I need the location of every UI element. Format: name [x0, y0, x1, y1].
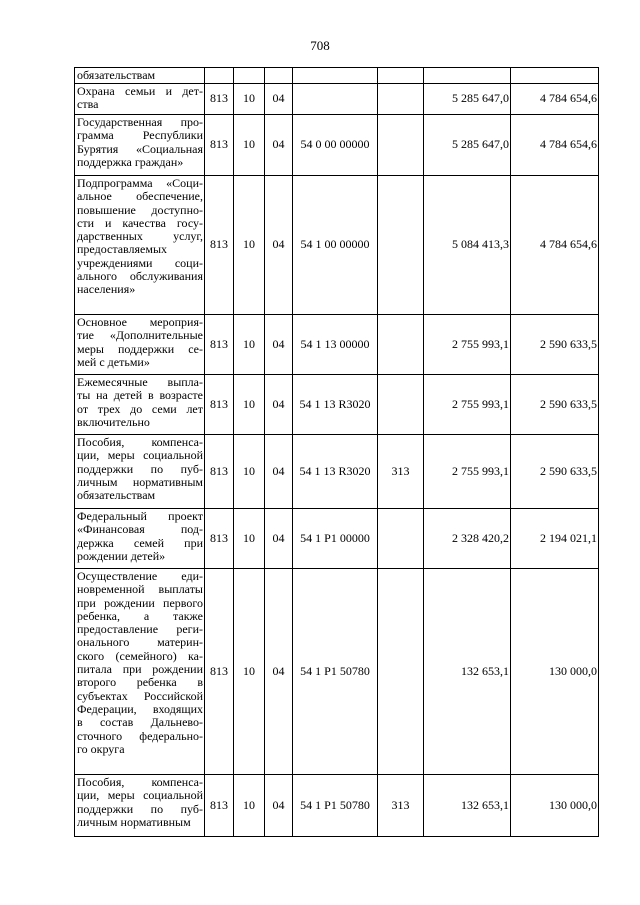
cell-name: Подпрограмма «Соци- альное обеспечение, повышение доступно- сти и качества госу- дарственных услуг, предоставляемых учреждениями соци- ального обслуживания населения» [75, 176, 205, 315]
cell-amount-year-2: 4 784 654,6 [511, 84, 599, 115]
cell-ved: 813 [205, 435, 234, 509]
cell-name: Пособия, компенса- ции, меры социальной поддержки по пуб- личным нормативным [75, 775, 205, 837]
cell-subsection: 04 [265, 569, 293, 775]
cell-expense-type [378, 569, 424, 775]
cell-target-article: 54 1 13 R3020 [293, 375, 378, 435]
cell-subsection: 04 [265, 509, 293, 569]
cell-subsection: 04 [265, 176, 293, 315]
table-row [75, 115, 599, 176]
cell-expense-type [378, 375, 424, 435]
cell-target-article [293, 84, 378, 115]
cell-section: 10 [234, 176, 265, 315]
cell-ved: 813 [205, 569, 234, 775]
cell-expense-type [378, 315, 424, 375]
cell-name: Федеральный проект «Финансовая под- держка семей при рождении детей» [75, 509, 205, 569]
cell-amount-year-1: 132 653,1 [424, 775, 511, 837]
table-row [75, 775, 599, 837]
cell-amount-year-1: 5 285 647,0 [424, 84, 511, 115]
cell-name: Осуществление еди- новременной выплаты при рождении первого ребенка, а также предоставление реги- онального материн- ского (семейного) ка- питала при рождении второго ребенка в субъектах Российской Федерации, входящих в состав Дальнево- сточного федерально- го округа [75, 569, 205, 775]
cell-expense-type [378, 68, 424, 84]
cell-target-article: 54 1 00 00000 [293, 176, 378, 315]
cell-amount-year-2: 2 590 633,5 [511, 375, 599, 435]
cell-amount-year-2 [511, 68, 599, 84]
cell-target-article: 54 1 P1 50780 [293, 775, 378, 837]
cell-name: Ежемесячные выпла- ты на детей в возрасте от трех до семи лет включительно [75, 375, 205, 435]
cell-amount-year-1: 2 755 993,1 [424, 315, 511, 375]
cell-expense-type [378, 509, 424, 569]
cell-section [234, 68, 265, 84]
cell-name: Государственная про- грамма Республики Бурятия «Социальная поддержка граждан» [75, 115, 205, 176]
cell-amount-year-1: 2 755 993,1 [424, 375, 511, 435]
page-number: 708 [310, 38, 330, 53]
cell-target-article: 54 1 P1 00000 [293, 509, 378, 569]
cell-subsection: 04 [265, 315, 293, 375]
cell-section: 10 [234, 435, 265, 509]
cell-expense-type: 313 [378, 435, 424, 509]
cell-amount-year-2: 2 194 021,1 [511, 509, 599, 569]
cell-ved: 813 [205, 509, 234, 569]
cell-amount-year-2: 4 784 654,6 [511, 115, 599, 176]
cell-subsection: 04 [265, 375, 293, 435]
cell-ved: 813 [205, 176, 234, 315]
cell-target-article: 54 1 13 00000 [293, 315, 378, 375]
cell-subsection: 04 [265, 435, 293, 509]
cell-amount-year-1: 5 285 647,0 [424, 115, 511, 176]
cell-section: 10 [234, 775, 265, 837]
cell-expense-type [378, 176, 424, 315]
cell-ved: 813 [205, 84, 234, 115]
cell-target-article: 54 1 P1 50780 [293, 569, 378, 775]
cell-ved: 813 [205, 375, 234, 435]
cell-section: 10 [234, 315, 265, 375]
table-row [75, 84, 599, 115]
cell-amount-year-1: 5 084 413,3 [424, 176, 511, 315]
cell-amount-year-1: 132 653,1 [424, 569, 511, 775]
cell-subsection: 04 [265, 84, 293, 115]
cell-section: 10 [234, 509, 265, 569]
cell-section: 10 [234, 84, 265, 115]
cell-subsection: 04 [265, 775, 293, 837]
cell-name: обязательствам [75, 68, 205, 84]
cell-section: 10 [234, 115, 265, 176]
cell-target-article [293, 68, 378, 84]
cell-ved: 813 [205, 115, 234, 176]
table-row [75, 569, 599, 775]
cell-name: Охрана семьи и дет- ства [75, 84, 205, 115]
cell-section: 10 [234, 569, 265, 775]
table-row [75, 435, 599, 509]
cell-section: 10 [234, 375, 265, 435]
cell-name: Основное мероприя- тие «Дополнительные меры поддержки се- мей с детьми» [75, 315, 205, 375]
cell-ved [205, 68, 234, 84]
cell-amount-year-2: 130 000,0 [511, 775, 599, 837]
cell-amount-year-2: 2 590 633,5 [511, 435, 599, 509]
cell-target-article: 54 0 00 00000 [293, 115, 378, 176]
cell-amount-year-1: 2 328 420,2 [424, 509, 511, 569]
budget-table-body [75, 68, 599, 837]
table-row [75, 315, 599, 375]
cell-name: Пособия, компенса- ции, меры социальной поддержки по пуб- личным нормативным обязательствам [75, 435, 205, 509]
table-row [75, 68, 599, 84]
cell-ved: 813 [205, 315, 234, 375]
cell-amount-year-2: 2 590 633,5 [511, 315, 599, 375]
cell-expense-type: 313 [378, 775, 424, 837]
table-row [75, 509, 599, 569]
cell-amount-year-2: 4 784 654,6 [511, 176, 599, 315]
cell-subsection [265, 68, 293, 84]
budget-table [74, 67, 599, 837]
cell-amount-year-2: 130 000,0 [511, 569, 599, 775]
table-row [75, 375, 599, 435]
cell-expense-type [378, 115, 424, 176]
cell-amount-year-1: 2 755 993,1 [424, 435, 511, 509]
cell-subsection: 04 [265, 115, 293, 176]
cell-amount-year-1 [424, 68, 511, 84]
cell-expense-type [378, 84, 424, 115]
table-row [75, 176, 599, 315]
cell-target-article: 54 1 13 R3020 [293, 435, 378, 509]
cell-ved: 813 [205, 775, 234, 837]
